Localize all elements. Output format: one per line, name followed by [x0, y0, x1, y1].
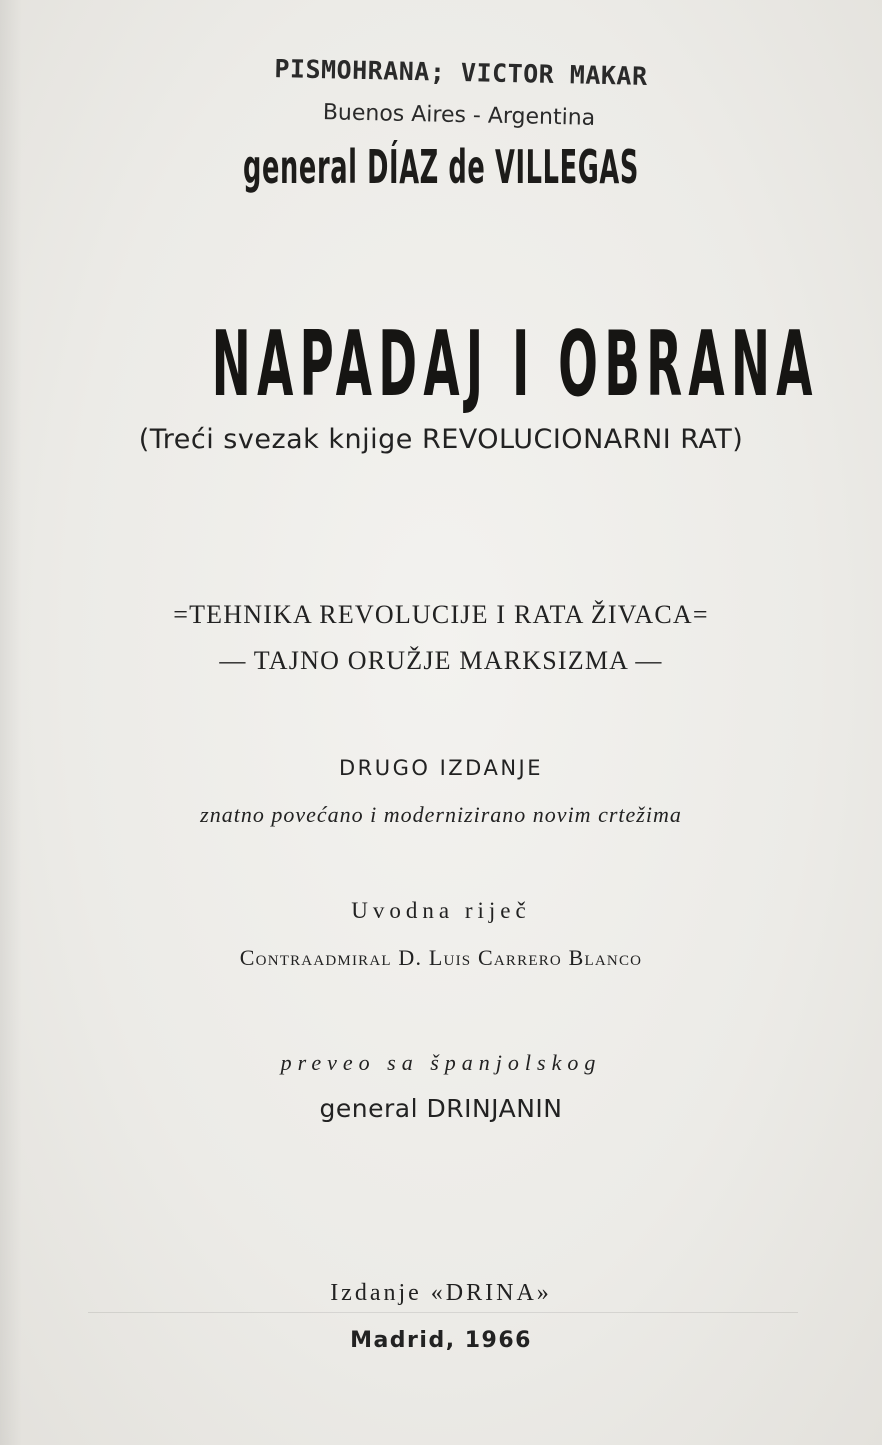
edition-label: DRUGO IZDANJE: [338, 756, 544, 780]
tagline-secondary: — TAJNO ORUŽJE MARKSIZMA —: [219, 646, 663, 675]
stamp-owner: PISMOHRANA; VICTOR MAKAR: [274, 54, 648, 91]
book-title: NAPADAJ I OBRANA: [211, 312, 819, 417]
translation-label: preveo sa španjolskog: [280, 1050, 602, 1075]
place-year: Madrid, 1966: [350, 1328, 532, 1353]
bleed-rule: [88, 1312, 798, 1313]
book-author: general DÍAZ de VILLEGAS: [243, 140, 639, 194]
publisher: Izdanje «DRINA»: [330, 1280, 552, 1306]
translator-name: general DRINJANIN: [319, 1094, 563, 1123]
foreword-label: Uvodna riječ: [351, 898, 531, 923]
edition-note: znatno povećano i modernizirano novim crtežima: [200, 802, 682, 827]
tagline-primary: =TEHNIKA REVOLUCIJE I RATA ŽIVACA=: [173, 600, 709, 629]
foreword-author: Contraadmiral D. Luis Carrero Blanco: [239, 945, 643, 970]
stamp-location: Buenos Aires - Argentina: [322, 100, 596, 131]
book-subtitle: (Treći svezak knjige REVOLUCIONARNI RAT): [138, 424, 744, 455]
page-shadow: [0, 0, 22, 1445]
